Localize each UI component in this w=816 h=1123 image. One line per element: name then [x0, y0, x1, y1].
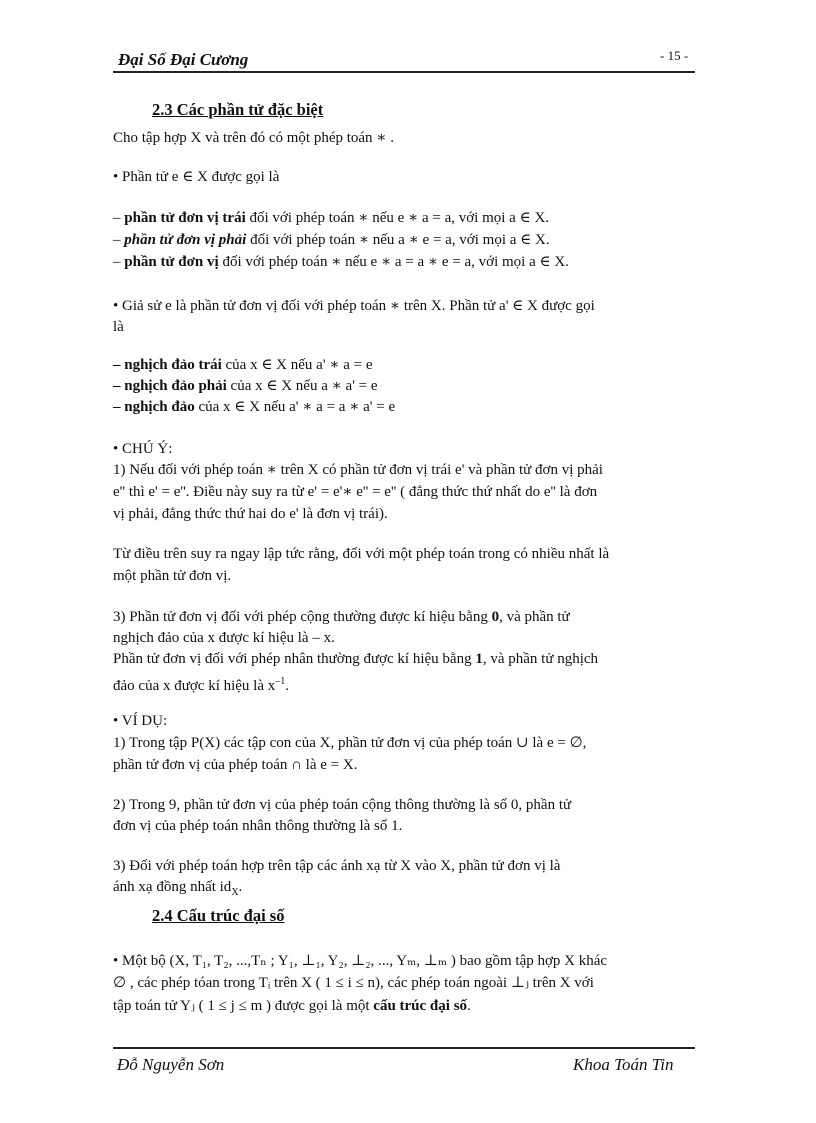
inverse-bullet-line1: • Giả sử e là phần tử đơn vị đối với phép toán ∗ trên X. Phần tử a' ∈ X được gọi	[113, 298, 595, 314]
note1-line2: e'' thì e' = e''. Điều này suy ra từ e' = e'∗ e'' = e'' ( đẳng thức thứ nhất do e'' là đơn	[113, 484, 598, 500]
section-heading-2-4: 2.4 Cấu trúc đại số	[152, 906, 285, 925]
example1-line1: 1) Trong tập P(X) các tập con của X, phần tử đơn vị của phép toán ∪ là e = ∅,	[113, 735, 587, 751]
note2-line2: một phần tử đơn vị.	[113, 568, 232, 584]
note2-line1: Từ điều trên suy ra ngay lập tức rằng, đối với một phép toán trong có nhiều nhất là	[113, 546, 610, 562]
note1-line1: 1) Nếu đối với phép toán ∗ trên X có phần tử đơn vị trái e' và phần tử đơn vị phải	[113, 462, 603, 478]
page-number: - 15 -	[660, 48, 689, 63]
note-title: • CHÚ Ý:	[113, 441, 173, 457]
list-item: – nghịch đảo trái của x ∈ X nếu a' ∗ a = e	[113, 357, 373, 373]
list-item: – phần tử đơn vị trái đối với phép toán ∗ nếu e ∗ a = a, với mọi a ∈ X.	[113, 210, 550, 226]
structure-line2: ∅ , các phép tóan trong Tᵢ trên X ( 1 ≤ i ≤ n), các phép toán ngoài ⊥ⱼ trên X với	[113, 975, 594, 991]
list-item: – phần tử đơn vị đối với phép toán ∗ nếu e ∗ a = a ∗ e = a, với mọi a ∈ X.	[113, 254, 569, 270]
identity-bullet: • Phần tử e ∈ X được gọi là	[113, 169, 280, 185]
list-item: – phần tử đơn vị phải đối với phép toán ∗ nếu a ∗ e = a, với mọi a ∈ X.	[113, 232, 550, 248]
footer-divider	[113, 1047, 695, 1049]
example-title: • VÍ DỤ:	[113, 713, 168, 729]
note3-line1: 3) Phần tử đơn vị đối với phép cộng thường được kí hiệu bằng 0, và phần tử	[113, 609, 570, 625]
example3-line2: ánh xạ đồng nhất $id_X$.	[113, 879, 243, 898]
footer-department: Khoa Toán Tin	[573, 1055, 674, 1074]
inverse-bullet-line2: là	[113, 319, 124, 335]
note3-line4: đảo của x được kí hiệu là $x^{-1}$.	[113, 676, 290, 694]
example2-line2: đơn vị của phép toán nhân thông thường là số 1.	[113, 818, 403, 834]
structure-line3: tập toán tử Yⱼ ( 1 ≤ j ≤ m ) được gọi là một cấu trúc đại số.	[113, 998, 471, 1014]
example2-line1: 2) Trong 9, phần tử đơn vị của phép toán cộng thông thường là số 0, phần tử	[113, 797, 572, 813]
header-divider	[113, 71, 695, 73]
list-item: – nghịch đảo của x ∈ X nếu a' ∗ a = a ∗ a' = e	[113, 399, 396, 415]
note3-line3: Phần tử đơn vị đối với phép nhân thường được kí hiệu bằng 1, và phần tử nghịch	[113, 651, 599, 667]
example1-line2: phần tử đơn vị của phép toán ∩ là e = X.	[113, 757, 358, 773]
section-heading-2-3: 2.3 Các phần tử đặc biệt	[152, 100, 324, 119]
example3-line1: 3) Đối với phép toán hợp trên tập các ánh xạ từ X vào X, phần tử đơn vị là	[113, 858, 561, 874]
note3-line2: nghịch đảo của x được kí hiệu là – x.	[113, 630, 335, 646]
intro-text: Cho tập hợp X và trên đó có một phép toán ∗ .	[113, 130, 394, 146]
list-item: – nghịch đảo phải của x ∈ X nếu a ∗ a' = e	[113, 378, 378, 394]
note1-line3: vị phải, đẳng thức thứ hai do e' là đơn vị trái).	[113, 506, 388, 522]
header-title: Đại Số Đại Cương	[118, 50, 249, 69]
structure-line1: • Một bộ (X, T₁, T₂, ...,Tₙ ; Y₁, ⊥₁, Y₂, ⊥₂, ..., Yₘ, ⊥ₘ ) bao gồm tập hợp X khác	[113, 953, 608, 969]
footer-author: Đỗ Nguyễn Sơn	[117, 1055, 225, 1074]
